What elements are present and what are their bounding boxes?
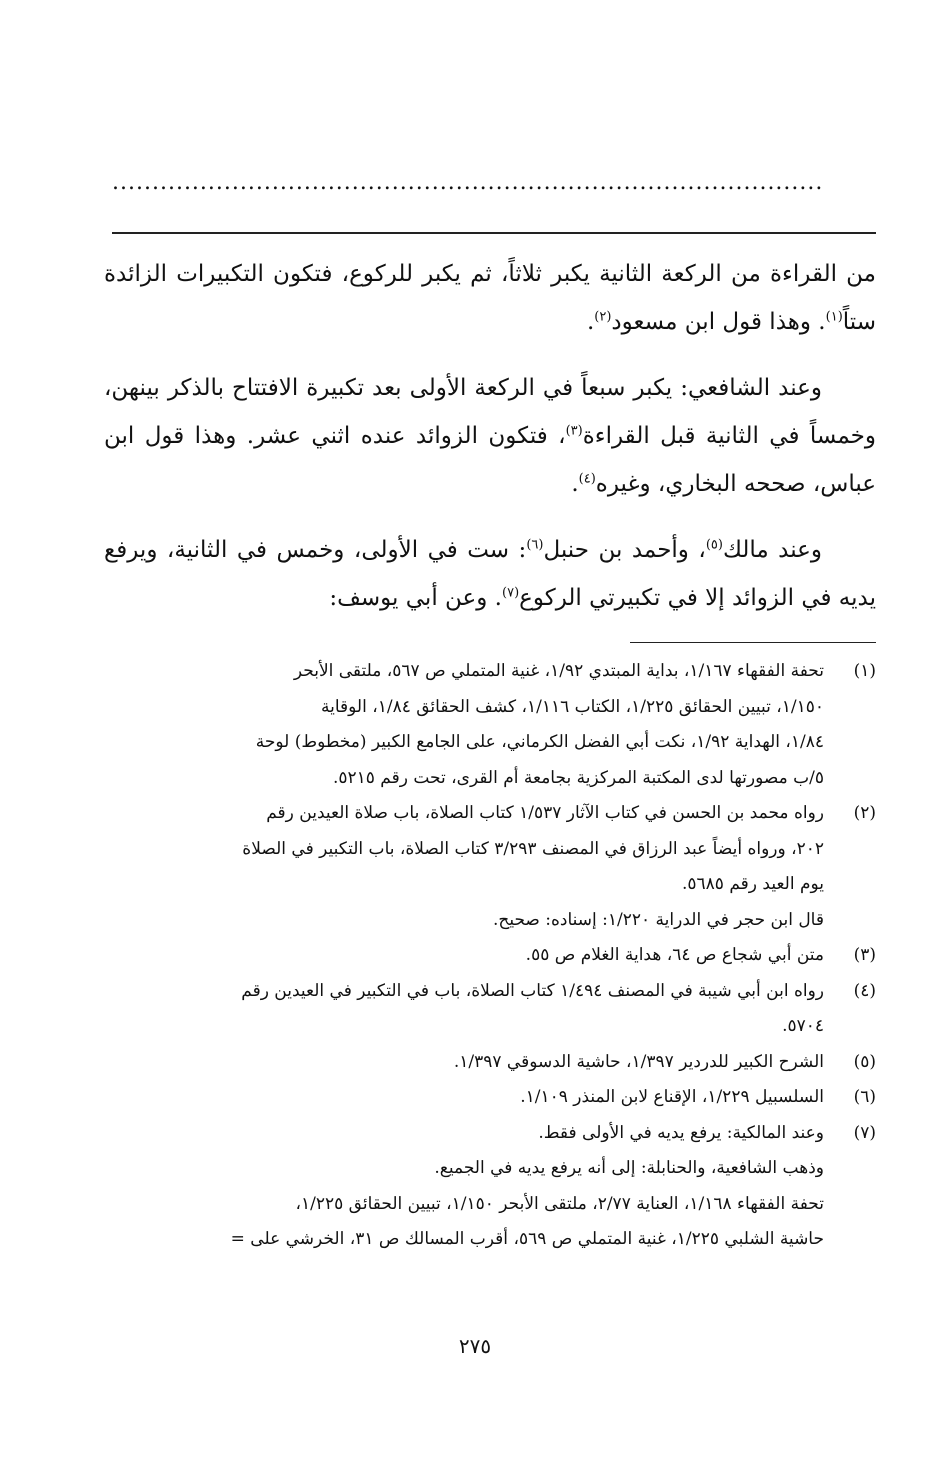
footnote-reference: (٧) bbox=[502, 585, 520, 601]
footnote bbox=[104, 1187, 876, 1258]
text-segment: ، فتكون الزوائد عنده اثني عشر. وهذا قول ابن عباس، صححه البخاري، وغيره bbox=[104, 423, 876, 497]
text-segment: وعند الشافعي: يكبر سبعاً في الركعة الأولى بعد تكبيرة الافتتاح بالذكر بينهن، وخمساً في الثانية قبل القراءة bbox=[104, 375, 876, 449]
footnote-body bbox=[104, 1116, 824, 1187]
text-segment: ، وأحمد بن حنبل bbox=[543, 537, 706, 563]
footnote-line: ٢٠٢، ورواه أيضاً عبد الرزاق في المصنف ٣/٢٩٣ كتاب الصلاة، باب التكبير في الصلاة bbox=[242, 838, 824, 859]
footnote-number: (١) bbox=[853, 661, 876, 681]
footnote bbox=[104, 1080, 876, 1116]
footnote bbox=[104, 1116, 876, 1187]
text-segment: وعند مالك bbox=[722, 537, 823, 563]
footnote-line: وذهب الشافعية، والحنابلة: إلى أنه يرفع يديه في الجميع. bbox=[434, 1158, 824, 1178]
footnote-reference: (٤) bbox=[578, 471, 596, 487]
footnote-number: (٤) bbox=[853, 980, 876, 1001]
footnote-line: وعند المالكية: يرفع يديه في الأولى فقط. bbox=[538, 1122, 824, 1143]
footnote bbox=[104, 1045, 876, 1081]
footnote-line: السلسبيل ١/٢٢٩، الإقناع لابن المنذر ١/١٠٩. bbox=[520, 1087, 824, 1107]
text-segment: . bbox=[586, 309, 595, 335]
footnote-reference: (٦) bbox=[526, 537, 544, 553]
footnote-number: (٢) bbox=[853, 803, 876, 823]
footnote-number: (٥) bbox=[853, 1051, 876, 1072]
footnote-line: تحفة الفقهاء ١/١٦٨، العناية ٢/٧٧، ملتقى الأبحر ١/١٥٠، تبيين الحقائق ١/٢٢٥، bbox=[295, 1193, 824, 1214]
footnote bbox=[104, 796, 876, 938]
footnote-line: رواه محمد بن الحسن في كتاب الآثار ١/٥٣٧ كتاب الصلاة، باب صلاة العيدين رقم bbox=[266, 803, 824, 823]
footnote-line: قال ابن حجر في الدراية ١/٢٢٠: إسناده: صحيح. bbox=[492, 909, 824, 930]
footnote-body bbox=[104, 654, 824, 796]
footnote-number: (٦) bbox=[853, 1087, 876, 1107]
text-segment: . وهذا قول ابن مسعود bbox=[611, 309, 826, 335]
footnote-line: حاشية الشلبي ١/٢٢٥، غنية المتملي ص ٥٦٩، أقرب المسالك ص ٣١، الخرشي على = bbox=[230, 1229, 824, 1249]
footnote-line: تحفة الفقهاء ١/١٦٧، بداية المبتدي ١/٩٢، غنية المتملي ص ٥٦٧، ملتقى الأبحر bbox=[293, 661, 824, 681]
footnote-line: متن أبي شجاع ص ٦٤، هداية الغلام ص ٥٥. bbox=[525, 945, 824, 965]
footnote bbox=[104, 938, 876, 974]
text-segment: : ست في الأولى، وخمس في الثانية، ويرفع يديه في الزوائد إلا في تكبيرتي الركوع bbox=[104, 537, 876, 611]
footnote-line: رواه ابن أبي شيبة في المصنف ١/٤٩٤ كتاب الصلاة، باب في التكبير في العيدين رقم bbox=[241, 980, 824, 1001]
footnote-body bbox=[104, 938, 824, 974]
main-text bbox=[104, 250, 876, 640]
header-rule bbox=[112, 232, 876, 234]
footnote-body bbox=[104, 1187, 824, 1258]
footnote-line: ٥/ب مصورتها لدى المكتبة المركزية بجامعة أم القرى، تحت رقم ٥٢١٥. bbox=[332, 767, 824, 788]
footnote-reference: (٥) bbox=[705, 537, 723, 553]
footnote bbox=[104, 654, 876, 796]
footnote-number: (٧) bbox=[853, 1122, 876, 1143]
footnote-line: يوم العيد رقم ٥٦٨٥. bbox=[682, 874, 824, 894]
footnote-body bbox=[104, 974, 824, 1045]
footnote-line: ١/٨٤، الهداية ١/٩٢، نكت أبي الفضل الكرماني، على الجامع الكبير (مخطوط) لوحة bbox=[255, 732, 824, 752]
paragraph bbox=[104, 364, 876, 508]
paragraph bbox=[104, 526, 876, 622]
footnote-reference: (٢) bbox=[594, 309, 612, 325]
footnote-number: (٣) bbox=[853, 945, 876, 965]
text-segment: من القراءة من الركعة الثانية يكبر ثلاثاً، ثم يكبر للركوع، فتكون التكبيرات الزائدة ستاً bbox=[104, 261, 876, 335]
footnote-separator bbox=[630, 642, 876, 643]
text-segment: . bbox=[571, 471, 579, 497]
footnote-number bbox=[824, 1187, 876, 1258]
footnote-line: ٥٧٠٤. bbox=[782, 1016, 824, 1036]
text-segment: . وعن أبي يوسف: bbox=[329, 585, 502, 611]
footnote-line: ١/١٥٠، تبيين الحقائق ١/٢٢٥، الكتاب ١/١١٦، كشف الحقائق ١/٨٤، الوقاية bbox=[320, 696, 824, 717]
page-number: ٢٧٥ bbox=[458, 1334, 492, 1358]
footnote-body bbox=[104, 796, 824, 938]
footnote-reference: (١) bbox=[825, 309, 843, 325]
footnote-body bbox=[104, 1045, 824, 1081]
header-dotted-line: ......................................................................................... bbox=[112, 170, 824, 195]
footnote-reference: (٣) bbox=[565, 423, 583, 439]
paragraph bbox=[104, 250, 876, 346]
footnote-body bbox=[104, 1080, 824, 1116]
footnotes bbox=[104, 654, 876, 1258]
footnote bbox=[104, 974, 876, 1045]
footnote-line: الشرح الكبير للدردير ١/٣٩٧، حاشية الدسوقي ١/٣٩٧. bbox=[453, 1051, 824, 1072]
